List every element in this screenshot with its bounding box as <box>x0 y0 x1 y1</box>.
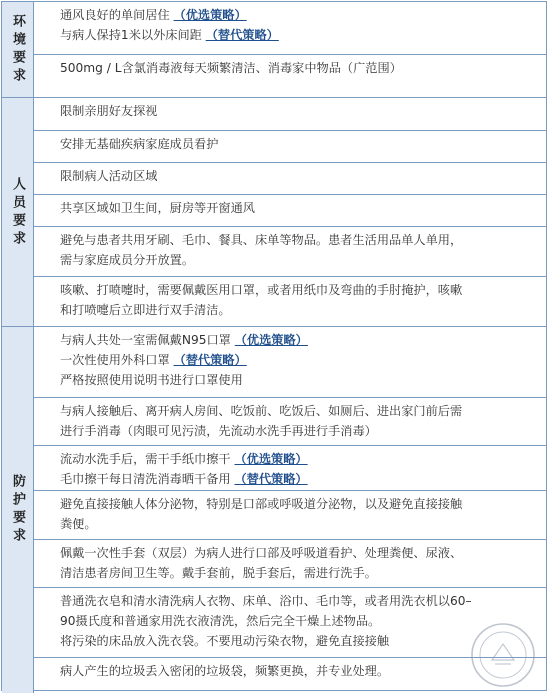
row-line <box>60 101 538 121</box>
section-heading: 环境要求 <box>10 13 25 86</box>
section-heading-cell <box>2 98 34 327</box>
table-row <box>34 276 546 327</box>
row-text: 佩戴一次性手套（双层）为病人进行口部及呼吸道看护、处理粪便、尿液、 <box>60 546 463 560</box>
table-row <box>34 490 546 539</box>
row-line <box>60 370 538 390</box>
strategy-tag: （替代策略） <box>173 353 247 367</box>
row-text: 与病人保持1米以外床间距 <box>60 28 206 42</box>
row-line <box>60 401 538 421</box>
guidance-table <box>1 1 547 691</box>
strategy-tag: （优选策略） <box>234 333 308 347</box>
row-text: 毛巾擦干每日清洗消毒晒干备用 <box>60 472 235 486</box>
section-heading-cell <box>2 327 34 693</box>
section-heading: 防护要求 <box>10 474 25 546</box>
row-line <box>60 58 538 78</box>
row-line <box>60 591 538 611</box>
row-text: 清洁患者房间卫生等。戴手套前，脱手套后，需进行洗手。 <box>60 566 377 580</box>
strategy-tag: （替代策略） <box>205 28 279 42</box>
row-line <box>60 230 538 250</box>
table-row <box>34 98 546 130</box>
row-line <box>60 543 538 563</box>
row-text: 避免直接接触人体分泌物，特别是口部或呼吸道分泌物，以及避免直接接触 <box>60 497 463 511</box>
row-line <box>60 300 538 320</box>
row-text: 严格按照使用说明书进行口罩使用 <box>60 373 243 387</box>
row-line <box>60 494 538 514</box>
row-text: 安排无基础疾病家庭成员看护 <box>60 137 219 151</box>
section-personnel <box>2 97 546 327</box>
section-heading-cell <box>2 2 34 97</box>
strategy-tag: （替代策略） <box>234 472 308 486</box>
row-line <box>60 611 538 631</box>
section-environment <box>2 2 546 97</box>
row-text: 与病人共处一室需佩戴N95口罩 <box>60 333 235 347</box>
row-line <box>60 563 538 583</box>
row-text: 和打喷嚏后立即进行双手清洁。 <box>60 303 231 317</box>
table-row <box>34 327 546 397</box>
row-text: 共享区域如卫生间，厨房等开窗通风 <box>60 201 255 215</box>
row-line <box>60 25 538 45</box>
row-text: 一次性使用外科口罩 <box>60 353 174 367</box>
table-row <box>34 194 546 226</box>
section-heading: 人员要求 <box>10 176 25 249</box>
row-line <box>60 280 538 300</box>
row-line <box>60 5 538 25</box>
row-text: 500mg / L含氯消毒液每天频繁清洁、消毒家中物品（广范围） <box>60 61 402 75</box>
table-row <box>34 162 546 194</box>
row-line <box>60 469 538 489</box>
row-line <box>60 166 538 186</box>
strategy-tag: （优选策略） <box>173 8 247 22</box>
row-line <box>60 198 538 218</box>
row-text: 与病人接触后、离开病人房间、吃饭前、吃饭后、如厕后、进出家门前后需 <box>60 404 463 418</box>
row-line <box>60 661 538 681</box>
row-line <box>60 449 538 469</box>
table-row <box>34 130 546 162</box>
row-text: 限制病人活动区域 <box>60 169 158 183</box>
row-line <box>60 330 538 350</box>
row-line <box>60 250 538 270</box>
row-text: 将污染的床品放入洗衣袋。不要甩动污染衣物，避免直接接触 <box>60 634 390 648</box>
section-protection <box>2 326 546 693</box>
table-row <box>34 397 546 445</box>
row-line <box>60 134 538 154</box>
table-row <box>34 54 546 97</box>
row-text: 流动水洗手后，需干手纸巾擦干 <box>60 452 235 466</box>
row-line <box>60 350 538 370</box>
row-line <box>60 514 538 534</box>
row-text: 需与家庭成员分开放置。 <box>60 253 195 267</box>
row-text: 病人产生的垃圾丢入密闭的垃圾袋，频繁更换，并专业处理。 <box>60 664 390 678</box>
table-row <box>34 539 546 587</box>
row-text: 粪便。 <box>60 517 97 531</box>
table-row <box>34 2 546 54</box>
row-text: 避免与患者共用牙刷、毛巾、餐具、床单等物品。患者生活用品单人单用， <box>60 233 463 247</box>
row-text: 通风良好的单间居住 <box>60 8 174 22</box>
row-text: 限制亲朋好友探视 <box>60 104 158 118</box>
row-text: 90摄氏度和普通家用洗衣液清洗，然后完全干燥上述物品。 <box>60 614 381 628</box>
row-text: 进行手消毒（肉眼可见污渍，先流动水洗手再进行手消毒） <box>60 424 377 438</box>
row-text: 咳嗽、打喷嚏时，需要佩戴医用口罩，或者用纸巾及弯曲的手肘掩护，咳嗽 <box>60 283 463 297</box>
row-line <box>60 421 538 441</box>
table-row <box>34 226 546 276</box>
row-line <box>60 631 538 651</box>
strategy-tag: （优选策略） <box>234 452 308 466</box>
row-text: 普通洗衣皂和清水清洗病人衣物、床单、浴巾、毛巾等，或者用洗衣机以60– <box>60 594 472 608</box>
university-seal-icon <box>470 622 536 688</box>
table-row <box>34 445 546 490</box>
